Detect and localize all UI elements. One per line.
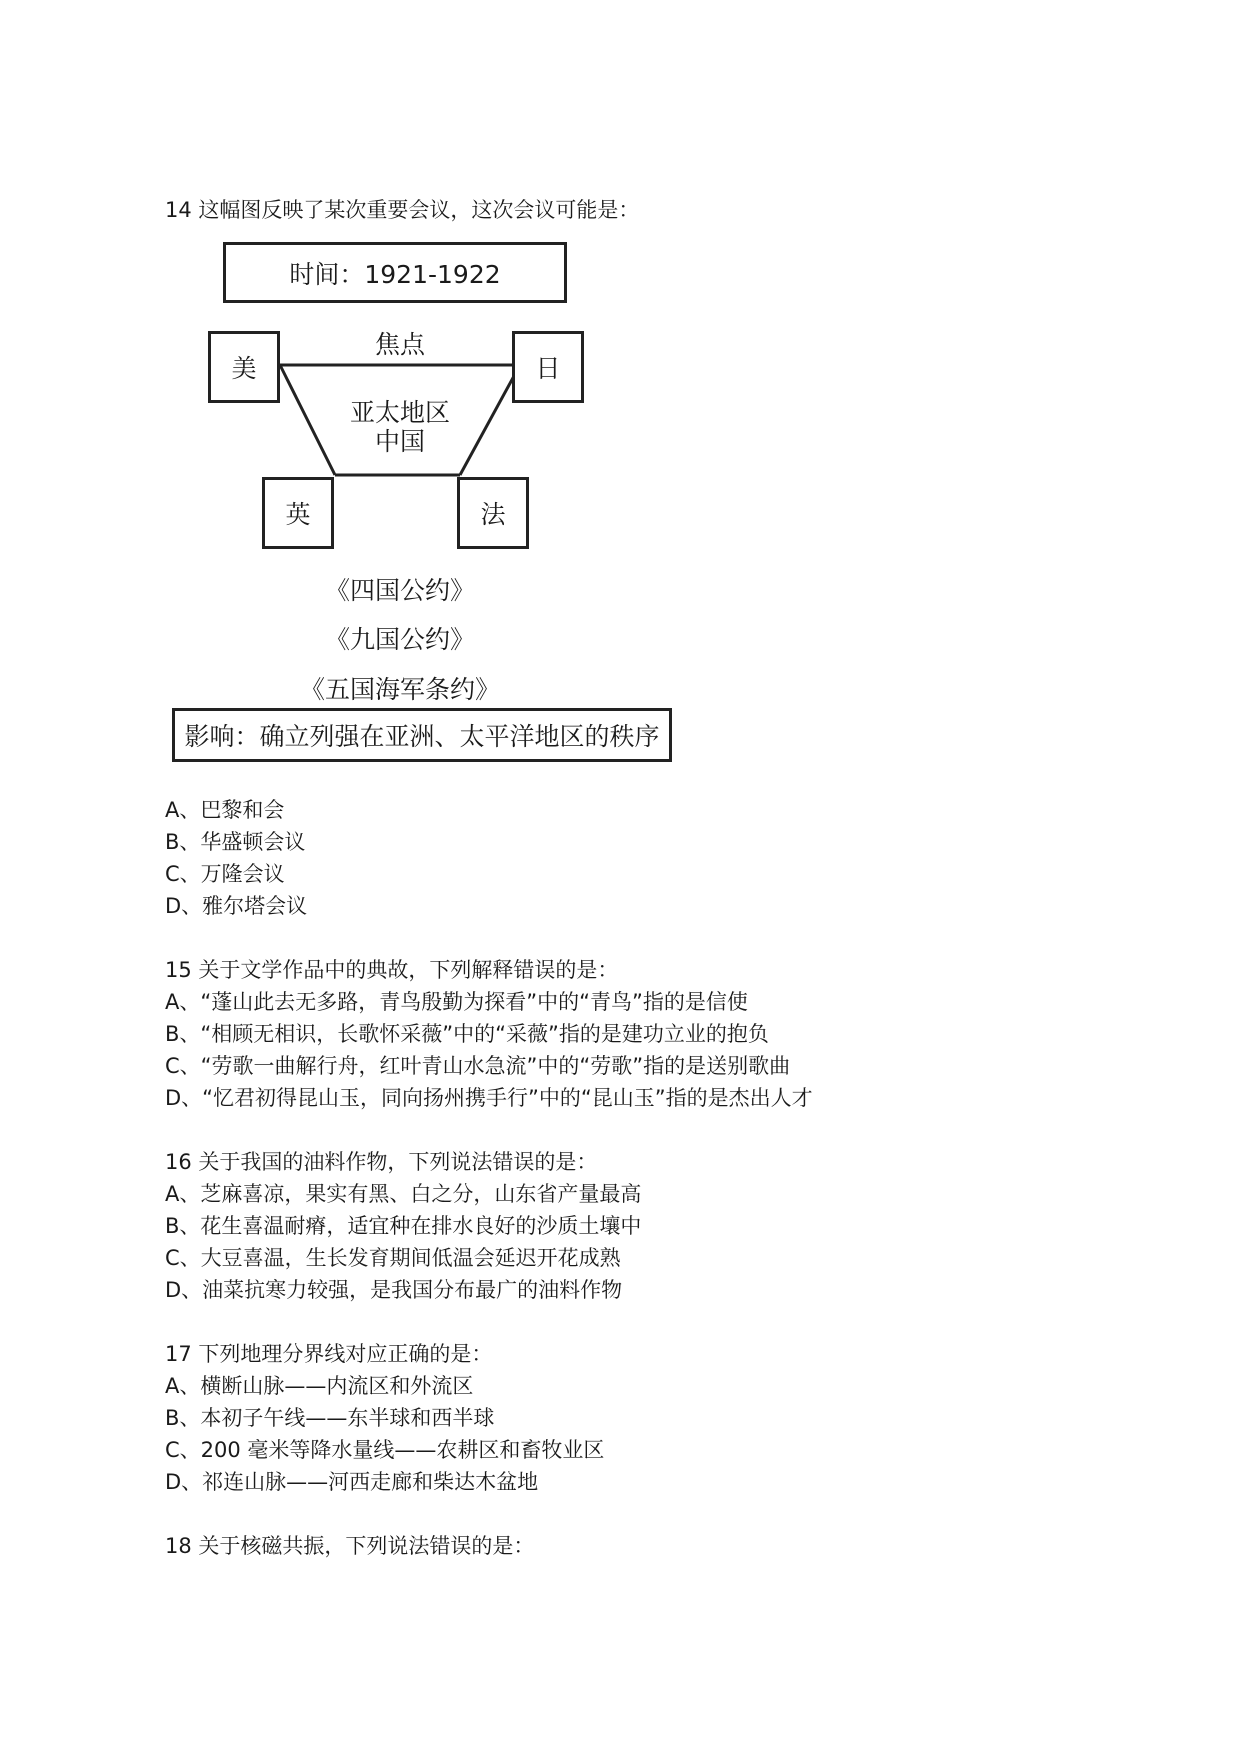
q15-stem: 15 关于文学作品中的典故，下列解释错误的是： bbox=[165, 958, 619, 982]
q14-stem: 14 这幅图反映了某次重要会议，这次会议可能是： bbox=[165, 198, 640, 222]
q17-option-c: C、200 毫米等降水量线——农耕区和畜牧业区 bbox=[165, 1438, 605, 1462]
q14-option-b: B、华盛顿会议 bbox=[165, 830, 306, 854]
q17-option-a: A、横断山脉——内流区和外流区 bbox=[165, 1374, 474, 1398]
q15-option-b: B、“相顾无相识，长歌怀采薇”中的“采薇”指的是建功立业的抱负 bbox=[165, 1022, 769, 1046]
q15-option-a: A、“蓬山此去无多路，青鸟殷勤为探看”中的“青鸟”指的是信使 bbox=[165, 990, 748, 1014]
q17-option-b: B、本初子午线——东半球和西半球 bbox=[165, 1406, 495, 1430]
q14-option-c: C、万隆会议 bbox=[165, 862, 285, 886]
q16-option-c: C、大豆喜温，生长发育期间低温会延迟开花成熟 bbox=[165, 1246, 621, 1270]
center-label-region: 亚太地区 bbox=[349, 398, 450, 427]
q17-stem: 17 下列地理分界线对应正确的是： bbox=[165, 1342, 493, 1366]
treaty-nine-power: 《九国公约》 bbox=[324, 625, 475, 654]
treaty-five-power-naval: 《五国海军条约》 bbox=[299, 675, 500, 704]
q14-option-a: A、巴黎和会 bbox=[165, 798, 285, 822]
q16-stem: 16 关于我国的油料作物，下列说法错误的是： bbox=[165, 1150, 598, 1174]
q15-option-c: C、“劳歌一曲解行舟，红叶青山水急流”中的“劳歌”指的是送别歌曲 bbox=[165, 1054, 791, 1078]
country-japan-box: 日 bbox=[512, 331, 584, 403]
q14-option-d: D、雅尔塔会议 bbox=[165, 894, 308, 918]
q18-stem: 18 关于核磁共振，下列说法错误的是： bbox=[165, 1534, 535, 1558]
q16-option-d: D、油菜抗寒力较强，是我国分布最广的油料作物 bbox=[165, 1278, 623, 1302]
q15-option-d: D、“忆君初得昆山玉，同向扬州携手行”中的“昆山玉”指的是杰出人才 bbox=[165, 1086, 813, 1110]
time-box: 时间：1921-1922 bbox=[223, 242, 567, 303]
q16-option-b: B、花生喜温耐瘠，适宜种在排水良好的沙质土壤中 bbox=[165, 1214, 642, 1238]
impact-box: 影响：确立列强在亚洲、太平洋地区的秩序 bbox=[172, 708, 672, 762]
country-usa-box: 美 bbox=[208, 331, 280, 403]
country-france-box: 法 bbox=[457, 477, 529, 549]
q17-option-d: D、祁连山脉——河西走廊和柴达木盆地 bbox=[165, 1470, 539, 1494]
center-label-china: 中国 bbox=[374, 427, 425, 456]
country-uk-box: 英 bbox=[262, 477, 334, 549]
q16-option-a: A、芝麻喜凉，果实有黑、白之分，山东省产量最高 bbox=[165, 1182, 642, 1206]
focus-label: 焦点 bbox=[374, 330, 425, 359]
treaty-four-power: 《四国公约》 bbox=[324, 576, 475, 605]
